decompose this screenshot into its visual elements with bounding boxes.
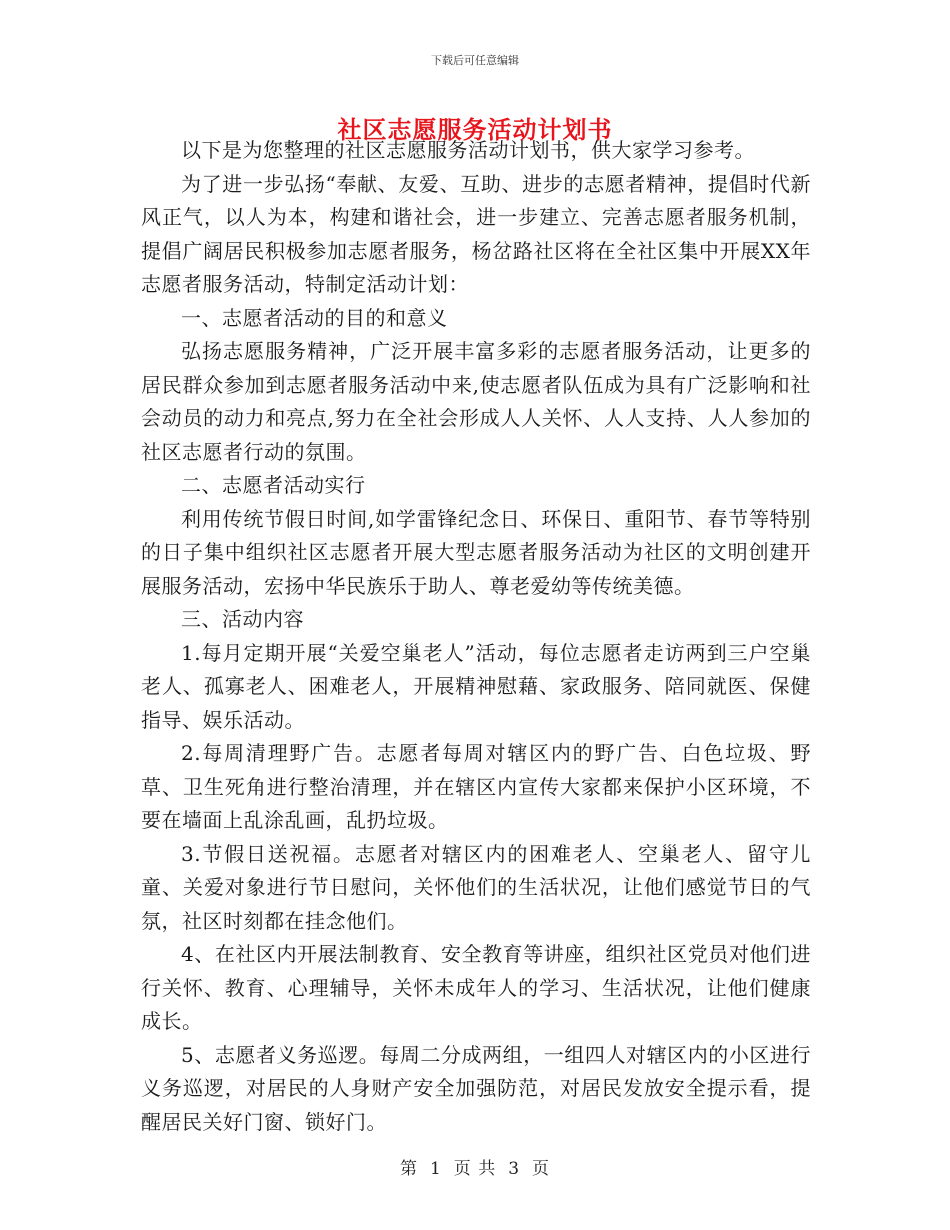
activity-item-3: 3.节假日送祝福。志愿者对辖区内的困难老人、空巢老人、留守儿童、关爱对象进行节日慰问，关怀他们的生活状况，让他们感觉节日的气氛，社区时刻都在挂念他们。 (141, 841, 811, 933)
section-heading-3: 三、活动内容 (181, 607, 304, 631)
activity-item-4: 4、在社区内开展法制教育、安全教育等讲座，组织社区党员对他们进行关怀、教育、心理辅导，关怀未成年人的学习、生活状况，让他们健康成长。 (141, 942, 811, 1033)
footer-middle: 页 共 (453, 1159, 497, 1179)
page-footer (0, 1154, 950, 1179)
section-heading-1: 一、志愿者活动的目的和意义 (181, 305, 448, 330)
footer-suffix: 页 (532, 1159, 551, 1179)
activity-item-1: 1.每月定期开展“关爱空巢老人”活动，每位志愿者走访两到三户空巢老人、孤寡老人、困难老人，开展精神慰藉、家政服务、陪同就医、保健指导、娱乐活动。 (141, 640, 811, 732)
header-note: 下载后可任意编辑 (431, 54, 519, 67)
document-body (141, 134, 811, 1139)
section-1-paragraph: 弘扬志愿服务精神，广泛开展丰富多彩的志愿者服务活动，让更多的居民群众参加到志愿者服务活动中来,使志愿者队伍成为具有广泛影响和社会动员的动力和亮点,努力在全社会形成人人关怀、人人支持、人人参加的社区志愿者行动的氛围。 (141, 339, 811, 464)
document-title: 社区志愿服务活动计划书 (337, 115, 613, 144)
footer-prefix: 第 (399, 1159, 418, 1179)
page-current: 1 (429, 1159, 442, 1179)
intro-paragraph: 以下是为您整理的社区志愿服务活动计划书，供大家学习参考。 (181, 138, 755, 162)
activity-item-5: 5、志愿者义务巡逻。每周二分成两组，一组四人对辖区内的小区进行义务巡逻，对居民的人身财产安全加强防范，对居民发放安全提示看，提醒居民关好门窗、锁好门。 (141, 1042, 811, 1134)
page-total: 3 (508, 1159, 521, 1179)
section-heading-2: 二、志愿者活动实行 (181, 473, 366, 497)
section-2-paragraph: 利用传统节假日时间,如学雷锋纪念日、环保日、重阳节、春节等特别的日子集中组织社区志愿者开展大型志愿者服务活动为社区的文明创建开展服务活动，宏扬中华民族乐于助人、尊老爱幼等传统美德。 (141, 506, 811, 598)
purpose-paragraph: 为了进一步弘扬“奉献、友爱、互助、进步的志愿者精神，提倡时代新风正气，以人为本，构建和谐社会，进一步建立、完善志愿者服务机制，提倡广阔居民积极参加志愿者服务，杨岔路社区将在全社区集中开展XX年志愿者服务活动，特制定活动计划： (141, 171, 811, 296)
activity-item-2: 2.每周清理野广告。志愿者每周对辖区内的野广告、白色垃圾、野草、卫生死角进行整治清理，并在辖区内宣传大家都来保护小区环境，不要在墙面上乱涂乱画，乱扔垃圾。 (141, 741, 811, 832)
